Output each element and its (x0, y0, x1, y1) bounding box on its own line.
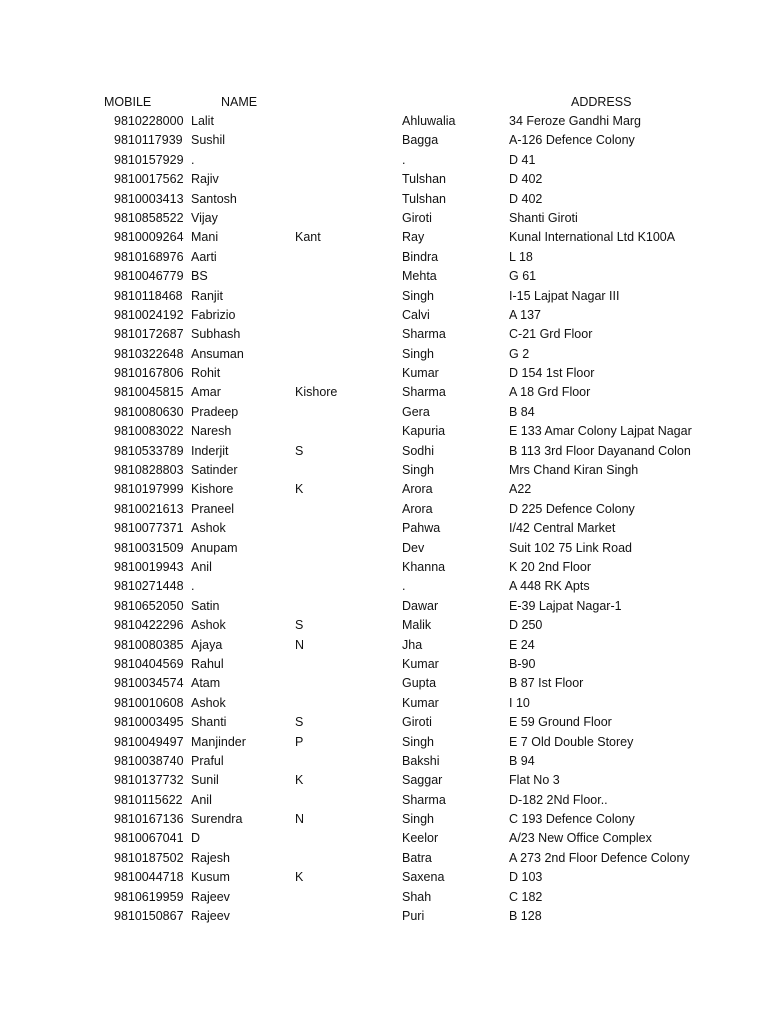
first-name-cell: . (191, 579, 195, 594)
last-name-cell: Bagga (402, 133, 439, 148)
first-name-cell: Lalit (191, 114, 214, 128)
last-name-cell: Kumar (402, 656, 439, 671)
address-cell: Suit 102 75 Link Road (509, 540, 633, 555)
table-row (0, 849, 768, 868)
address-cell: B 84 (509, 404, 535, 419)
address-cell: D 41 (509, 152, 536, 167)
address-cell: A 273 2nd Floor Defence Colony (509, 850, 690, 865)
address-cell: Mrs Chand Kiran Singh (509, 463, 639, 478)
first-name-cell: BS (191, 269, 208, 284)
table-row (0, 403, 768, 422)
first-name-cell: Praneel (191, 501, 235, 516)
table-row (0, 248, 768, 267)
first-name-cell: Sushil (191, 133, 226, 148)
header-mobile: MOBILE (104, 95, 152, 109)
mobile-cell: 9810619959 (114, 889, 184, 904)
table-row (0, 422, 768, 441)
last-name-cell: Dawar (402, 598, 439, 613)
table-row (0, 228, 768, 247)
first-name-cell: Ajaya (191, 637, 223, 652)
mobile-cell: 9810080385 (114, 637, 184, 652)
table-row (0, 480, 768, 499)
mobile-cell: 9810167806 (114, 366, 184, 381)
last-name-cell: Singh (402, 463, 434, 478)
first-name-cell: Kishore (191, 482, 234, 497)
last-name-cell: Arora (402, 501, 433, 516)
first-name-cell: Vijay (191, 210, 218, 225)
address-cell: D 103 (509, 870, 543, 885)
table-row (0, 907, 768, 926)
mobile-cell: 9810187502 (114, 850, 184, 865)
first-name-cell: Amar (191, 385, 221, 400)
address-cell: A-126 Defence Colony (509, 133, 635, 148)
last-name-cell: Singh (402, 346, 434, 361)
table-row (0, 636, 768, 655)
last-name-cell: Gupta (402, 676, 437, 691)
table-row (0, 539, 768, 558)
table-row (0, 694, 768, 713)
middle-name-cell: K (295, 870, 304, 885)
table-row (0, 888, 768, 907)
last-name-cell: Tulshan (402, 191, 447, 206)
mobile-cell: 9810038740 (114, 753, 184, 768)
address-cell: L 18 (509, 249, 533, 264)
address-cell: B 94 (509, 753, 535, 768)
table-row (0, 287, 768, 306)
address-cell: B 113 3rd Floor Dayanand Colon (509, 443, 691, 458)
last-name-cell: Bakshi (402, 753, 440, 768)
first-name-cell: Kusum (191, 870, 230, 885)
mobile-cell: 9810533789 (114, 443, 184, 458)
first-name-cell: Manjinder (191, 734, 246, 749)
first-name-cell: Praful (191, 753, 224, 768)
address-cell: B-90 (509, 656, 536, 671)
address-cell: G 2 (509, 346, 530, 361)
mobile-cell: 9810168976 (114, 249, 184, 264)
last-name-cell: Shah (402, 889, 432, 904)
address-cell: A22 (509, 482, 532, 497)
table-row (0, 500, 768, 519)
mobile-cell: 9810003413 (114, 191, 184, 206)
first-name-cell: Pradeep (191, 404, 239, 419)
header-address: ADDRESS (571, 95, 632, 109)
last-name-cell: Sodhi (402, 443, 434, 458)
mobile-cell: 9810045815 (114, 385, 184, 400)
table-row (0, 558, 768, 577)
mobile-cell: 9810049497 (114, 734, 184, 749)
mobile-cell: 9810017562 (114, 172, 184, 187)
mobile-cell: 9810067041 (114, 831, 184, 846)
address-cell: D 250 (509, 618, 543, 633)
mobile-cell: 9810858522 (114, 210, 184, 225)
last-name-cell: Kapuria (402, 424, 446, 439)
last-name-cell: Kumar (402, 695, 439, 710)
mobile-cell: 9810003495 (114, 715, 184, 730)
address-cell: Kunal International Ltd K100A (509, 230, 676, 245)
last-name-cell: Kumar (402, 366, 439, 381)
last-name-cell: Sharma (402, 385, 446, 400)
last-name-cell: Keelor (402, 831, 439, 846)
last-name-cell: Singh (402, 734, 434, 749)
mobile-cell: 9810404569 (114, 656, 184, 671)
first-name-cell: Rajesh (191, 850, 230, 865)
address-cell: C-21 Grd Floor (509, 327, 593, 342)
first-name-cell: Subhash (191, 327, 241, 342)
address-cell: E 24 (509, 637, 535, 652)
table-row (0, 519, 768, 538)
last-name-cell: Giroti (402, 210, 432, 225)
mobile-cell: 9810197999 (114, 482, 184, 497)
table-row (0, 170, 768, 189)
table-row (0, 461, 768, 480)
middle-name-cell: N (295, 812, 305, 827)
address-cell: B 128 (509, 909, 542, 924)
mobile-cell: 9810652050 (114, 598, 184, 613)
last-name-cell: Singh (402, 812, 434, 827)
address-cell: I 10 (509, 695, 530, 710)
mobile-cell: 9810828803 (114, 463, 184, 478)
mobile-cell: 9810021613 (114, 501, 184, 516)
last-name-cell: Ray (402, 230, 425, 245)
address-cell: K 20 2nd Floor (509, 559, 591, 574)
last-name-cell: Pahwa (402, 521, 441, 536)
table-row (0, 151, 768, 170)
mobile-cell: 9810118468 (114, 288, 183, 303)
mobile-cell: 9810322648 (114, 346, 184, 361)
address-cell: E 7 Old Double Storey (509, 734, 634, 749)
mobile-cell: 9810172687 (114, 327, 184, 342)
last-name-cell: Giroti (402, 715, 432, 730)
table-row (0, 829, 768, 848)
middle-name-cell: S (295, 618, 304, 633)
last-name-cell: Singh (402, 288, 434, 303)
middle-name-cell: K (295, 482, 304, 497)
table-row (0, 655, 768, 674)
table-row (0, 190, 768, 209)
last-name-cell: Sharma (402, 792, 446, 807)
last-name-cell: Dev (402, 540, 425, 555)
first-name-cell: Surendra (191, 812, 243, 827)
last-name-cell: Saggar (402, 773, 443, 788)
first-name-cell: Sunil (191, 773, 219, 788)
first-name-cell: Ashok (191, 618, 226, 633)
last-name-cell: . (402, 579, 406, 594)
middle-name-cell: N (295, 637, 305, 652)
contact-rows (0, 112, 768, 926)
last-name-cell: Batra (402, 850, 432, 865)
table-row (0, 771, 768, 790)
table-row (0, 810, 768, 829)
last-name-cell: Tulshan (402, 172, 447, 187)
address-cell: I-15 Lajpat Nagar III (509, 288, 620, 303)
middle-name-cell: S (295, 443, 304, 458)
table-row (0, 306, 768, 325)
mobile-cell: 9810010608 (114, 695, 184, 710)
mobile-cell: 9810228000 (114, 114, 184, 128)
last-name-cell: Saxena (402, 870, 445, 885)
first-name-cell: Anil (191, 559, 212, 574)
last-name-cell: Sharma (402, 327, 446, 342)
table-row (0, 131, 768, 150)
last-name-cell: Ahluwalia (402, 114, 456, 128)
table-row (0, 325, 768, 344)
table-row (0, 791, 768, 810)
address-cell: G 61 (509, 269, 537, 284)
mobile-cell: 9810157929 (114, 152, 184, 167)
table-row (0, 577, 768, 596)
mobile-cell: 9810137732 (114, 773, 184, 788)
table-row (0, 383, 768, 402)
first-name-cell: Aarti (191, 249, 217, 264)
first-name-cell: D (191, 831, 201, 846)
mobile-cell: 9810034574 (114, 676, 184, 691)
first-name-cell: Anupam (191, 540, 238, 555)
first-name-cell: Ashok (191, 695, 226, 710)
middle-name-cell: S (295, 715, 304, 730)
mobile-cell: 9810031509 (114, 540, 184, 555)
first-name-cell: Santosh (191, 191, 237, 206)
last-name-cell: Jha (402, 637, 423, 652)
address-cell: Shanti Giroti (509, 210, 578, 225)
address-cell: A 137 (509, 307, 541, 322)
first-name-cell: Satin (191, 598, 220, 613)
address-cell: A 448 RK Apts (509, 579, 590, 594)
table-row (0, 442, 768, 461)
first-name-cell: Ashok (191, 521, 226, 536)
mobile-cell: 9810080630 (114, 404, 184, 419)
address-cell: D 402 (509, 172, 543, 187)
address-cell: E-39 Lajpat Nagar-1 (509, 598, 622, 613)
address-cell: E 133 Amar Colony Lajpat Nagar (509, 424, 692, 439)
first-name-cell: Fabrizio (191, 307, 236, 322)
mobile-cell: 9810046779 (114, 269, 184, 284)
table-row (0, 616, 768, 635)
last-name-cell: Puri (402, 909, 425, 924)
mobile-cell: 9810167136 (114, 812, 184, 827)
address-cell: C 182 (509, 889, 543, 904)
last-name-cell: Arora (402, 482, 433, 497)
address-cell: D 402 (509, 191, 543, 206)
address-cell: A/23 New Office Complex (509, 831, 652, 846)
first-name-cell: Atam (191, 676, 221, 691)
address-cell: E 59 Ground Floor (509, 715, 612, 730)
middle-name-cell: Kishore (295, 385, 338, 400)
address-cell: B 87 Ist Floor (509, 676, 584, 691)
mobile-cell: 9810024192 (114, 307, 184, 322)
table-row (0, 713, 768, 732)
mobile-cell: 9810117939 (114, 133, 183, 148)
first-name-cell: Rajiv (191, 172, 219, 187)
first-name-cell: Mani (191, 230, 219, 245)
address-cell: Flat No 3 (509, 773, 560, 788)
mobile-cell: 9810019943 (114, 559, 184, 574)
table-row (0, 752, 768, 771)
last-name-cell: Bindra (402, 249, 439, 264)
address-cell: D 225 Defence Colony (509, 501, 635, 516)
middle-name-cell: Kant (295, 230, 321, 245)
first-name-cell: Shanti (191, 715, 227, 730)
table-row (0, 364, 768, 383)
table-row (0, 674, 768, 693)
address-cell: I/42 Central Market (509, 521, 616, 536)
table-row (0, 733, 768, 752)
middle-name-cell: K (295, 773, 304, 788)
address-cell: C 193 Defence Colony (509, 812, 635, 827)
mobile-cell: 9810083022 (114, 424, 184, 439)
last-name-cell: Gera (402, 404, 430, 419)
last-name-cell: . (402, 152, 406, 167)
mobile-cell: 9810271448 (114, 579, 184, 594)
first-name-cell: Satinder (191, 463, 238, 478)
last-name-cell: Malik (402, 618, 432, 633)
mobile-cell: 9810422296 (114, 618, 184, 633)
address-cell: A 18 Grd Floor (509, 385, 591, 400)
first-name-cell: Rajeev (191, 909, 230, 924)
first-name-cell: Rohit (191, 366, 221, 381)
mobile-cell: 9810044718 (114, 870, 184, 885)
last-name-cell: Calvi (402, 307, 430, 322)
mobile-cell: 9810077371 (114, 521, 184, 536)
table-row (0, 267, 768, 286)
table-row (0, 345, 768, 364)
last-name-cell: Khanna (402, 559, 446, 574)
first-name-cell: . (191, 152, 195, 167)
address-cell: 34 Feroze Gandhi Marg (509, 114, 642, 128)
mobile-cell: 9810150867 (114, 909, 184, 924)
first-name-cell: Rajeev (191, 889, 230, 904)
header-name: NAME (221, 95, 258, 109)
first-name-cell: Anil (191, 792, 212, 807)
mobile-cell: 9810115622 (114, 792, 183, 807)
first-name-cell: Ansuman (191, 346, 244, 361)
mobile-cell: 9810009264 (114, 230, 184, 245)
table-row (0, 112, 768, 131)
table-row (0, 868, 768, 887)
middle-name-cell: P (295, 734, 304, 749)
first-name-cell: Naresh (191, 424, 232, 439)
first-name-cell: Rahul (191, 656, 224, 671)
table-row (0, 209, 768, 228)
first-name-cell: Inderjit (191, 443, 229, 458)
address-cell: D 154 1st Floor (509, 366, 595, 381)
first-name-cell: Ranjit (191, 288, 223, 303)
address-cell: D-182 2Nd Floor.. (509, 792, 608, 807)
last-name-cell: Mehta (402, 269, 437, 284)
table-row (0, 597, 768, 616)
